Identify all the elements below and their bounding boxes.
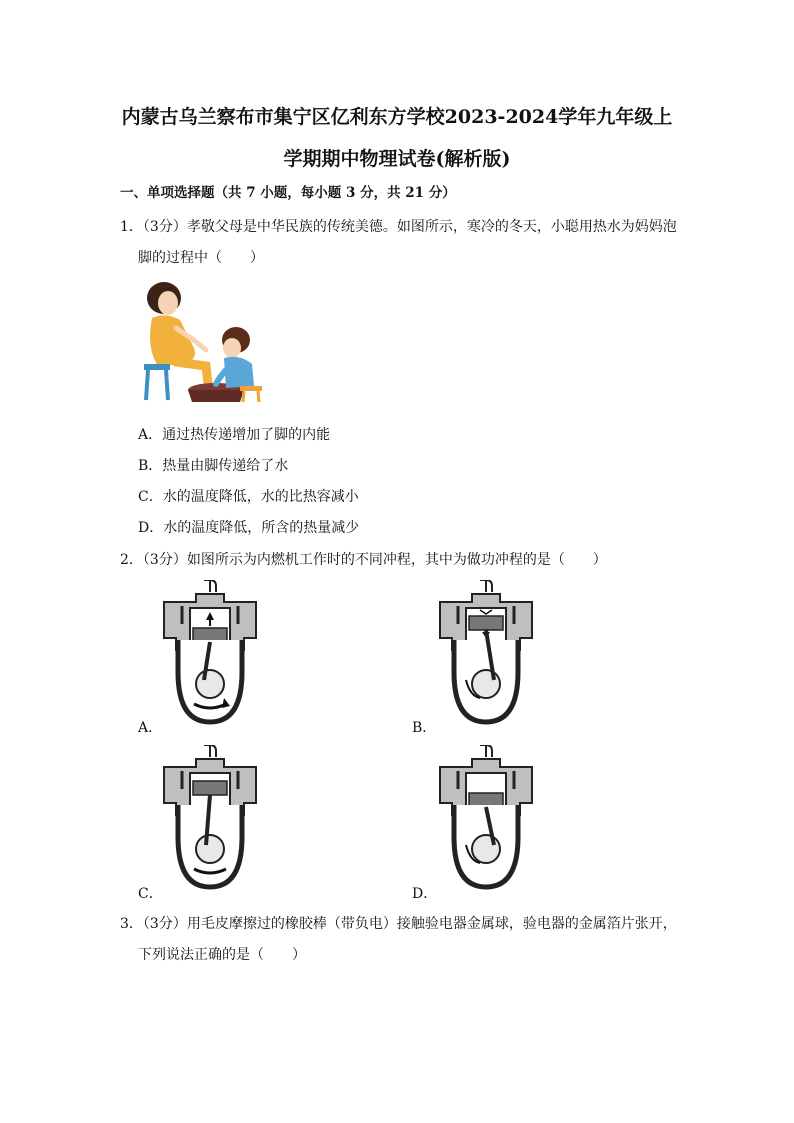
page-title-line-2: 学期期中物理试卷(解析版): [283, 148, 511, 170]
q2-option-b-label: B．: [412, 720, 437, 736]
q2-stem-line-1: 2．（3分）如图所示为内燃机工作时的不同冲程，其中为做功冲程的是（ ）: [120, 552, 607, 568]
engine-diagram-a: [160, 580, 260, 730]
q1-stem-line-2: 脚的过程中（ ）: [138, 250, 264, 266]
q1-option-d: D．水的温度降低，所含的热量减少: [138, 520, 360, 536]
q1-option-a: A．通过热传递增加了脚的内能: [138, 427, 331, 443]
q1-stem-line-1: 1．（3分）孝敬父母是中华民族的传统美德。如图所示，寒冷的冬天，小聪用热水为妈妈泡: [120, 219, 677, 235]
engine-diagram-d: [436, 745, 536, 895]
engine-diagram-b: [436, 580, 536, 730]
q1-option-b: B．热量由脚传递给了水: [138, 458, 289, 474]
page-title-line-1: 内蒙古乌兰察布市集宁区亿利东方学校2023-2024学年九年级上: [121, 106, 673, 128]
q3-stem-line-1: 3．（3分）用毛皮摩擦过的橡胶棒（带负电）接触验电器金属球，验电器的金属箔片张开，: [120, 916, 677, 932]
q1-option-c: C．水的温度降低，水的比热容减小: [138, 489, 359, 505]
q1-illustration-foot-bath: [136, 278, 266, 408]
q2-option-c-label: C．: [138, 886, 163, 902]
section-heading: 一、单项选择题（共 7 小题，每小题 3 分，共 21 分）: [120, 185, 456, 201]
q2-option-a-label: A．: [138, 720, 163, 736]
engine-diagram-c: [160, 745, 260, 895]
q2-option-d-label: D．: [412, 886, 438, 902]
q3-stem-line-2: 下列说法正确的是（ ）: [138, 947, 306, 963]
